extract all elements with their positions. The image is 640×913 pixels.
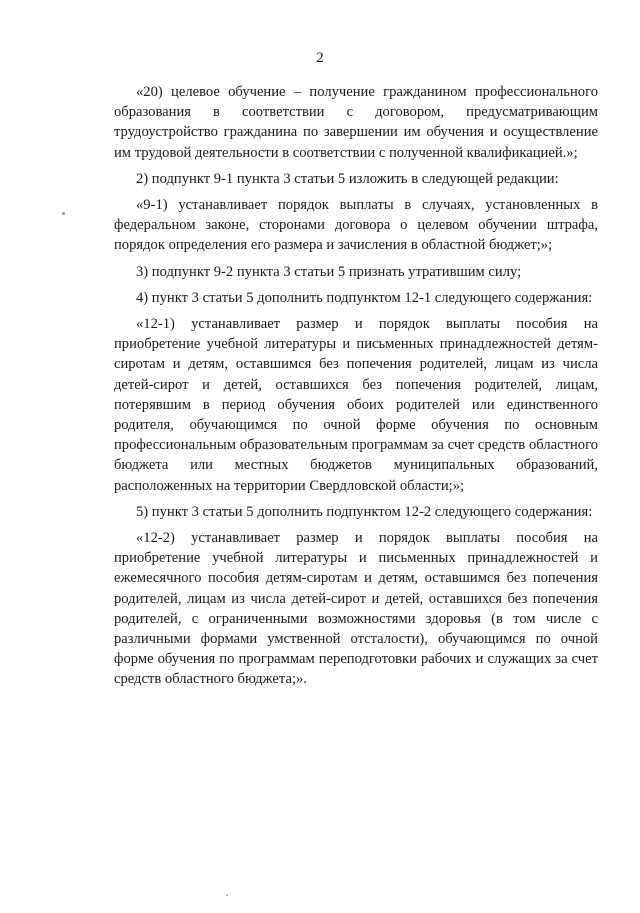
paragraph-item-5: 5) пункт 3 статьи 5 дополнить подпунктом 12-2 следующего содержания: (136, 503, 593, 520)
paragraph-subitem-12-1: «12-1) устанавливает размер и порядок выплаты пособия на приобретение учебной литературы и письменных принадлежностей детям-сиротам и детям, оставшимся без попечения родителей, лицам из числа детей-сирот и детей, оставшихся без попечения родителей, лицам, потерявшим в период обучения обоих родителей или единственного родителя, обучающимся по очной форме обучения по основным профессиональным образовательным программам за счет средств областного бюджета или местных бюджетов муниципальных образований, расположенных на территории Свердловской области;»; (114, 316, 598, 494)
paragraph-item-3: 3) подпункт 9-2 пункта 3 статьи 5 признать утратившим силу; (136, 263, 522, 280)
page-number: 2 (316, 50, 324, 66)
paragraph-subitem-9-1: «9-1) устанавливает порядок выплаты в случаях, установленных в федеральном законе, сторонами договора о целевом обучении штрафа, порядок определения его размера и зачисления в областной бюджет;»; (114, 197, 598, 254)
paragraph-item-2: 2) подпункт 9-1 пункта 3 статьи 5 изложить в следующей редакции: (136, 170, 559, 187)
document-body (114, 82, 598, 696)
paragraph-subitem-12-2: «12-2) устанавливает размер и порядок выплаты пособия на приобретение учебной литературы и письменных принадлежностей и ежемесячного пособия детям-сиротам и детям, оставшимся без попечения родителей, лицам из числа детей-сирот и детей, оставшихся без попечения родителей, с ограниченными возможностями здоровья (в том числе с различными формами умственной отсталости), обучающимся по очной форме обучения по программам переподготовки рабочих и служащих за счет средств областного бюджета;». (114, 530, 598, 688)
paragraph-item-4: 4) пункт 3 статьи 5 дополнить подпунктом 12-1 следующего содержания: (136, 289, 593, 306)
scan-speck (226, 894, 228, 896)
paragraph-target-education-definition: «20) целевое обучение – получение гражданином профессионального образования в соответствии с договором, предусматривающим трудоустройство гражданина по завершении им обучения и осуществление им трудовой деятельности в соответствии с полученной квалификацией.»; (114, 84, 598, 161)
scan-speck (62, 212, 65, 215)
